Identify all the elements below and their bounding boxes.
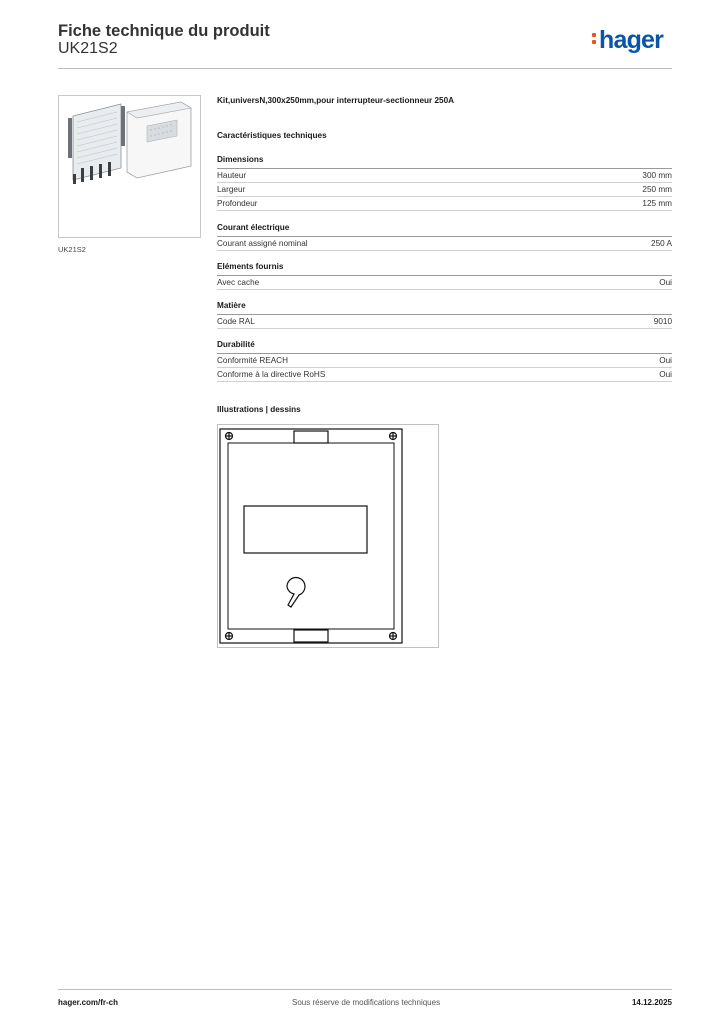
spec-row [217, 276, 672, 290]
spec-group-title: Dimensions [217, 155, 672, 169]
spec-value: Oui [659, 278, 672, 287]
product-description: Kit,universN,300x250mm,pour interrupteur-sectionneur 250A [217, 96, 455, 105]
spec-value: 125 mm [642, 199, 672, 208]
spec-row [217, 368, 672, 382]
spec-label: Largeur [217, 185, 246, 194]
illustrations-title: Illustrations | dessins [217, 405, 301, 414]
technical-drawing [217, 424, 439, 648]
spec-label: Conforme à la directive RoHS [217, 370, 326, 379]
product-image [58, 95, 201, 238]
product-photo-icon [59, 96, 200, 237]
product-code: UK21S2 [58, 40, 118, 57]
technical-drawing-icon [218, 425, 438, 647]
hager-logo[interactable] [592, 26, 663, 55]
spec-group-durability [217, 340, 672, 382]
product-image-caption: UK21S2 [58, 245, 86, 254]
spec-value: Oui [659, 356, 672, 365]
page-title: Fiche technique du produit [58, 22, 270, 40]
spec-group-title: Eléments fournis [217, 262, 672, 276]
spec-row [217, 197, 672, 211]
spec-value: 300 mm [642, 171, 672, 180]
spec-group-material [217, 301, 672, 329]
header-divider [58, 68, 672, 69]
spec-label: Avec cache [217, 278, 260, 287]
spec-group-title: Matière [217, 301, 672, 315]
spec-label: Courant assigné nominal [217, 239, 308, 248]
footer-divider [58, 989, 672, 990]
spec-group-dimensions [217, 155, 672, 211]
spec-label: Code RAL [217, 317, 255, 326]
specs-heading: Caractéristiques techniques [217, 131, 327, 140]
spec-row [217, 354, 672, 368]
spec-value: Oui [659, 370, 672, 379]
spec-value: 250 mm [642, 185, 672, 194]
footer-website-link[interactable]: hager.com/fr-ch [58, 998, 119, 1007]
spec-row [217, 315, 672, 329]
spec-row [217, 183, 672, 197]
spec-group-title: Durabilité [217, 340, 672, 354]
spec-row [217, 169, 672, 183]
spec-label: Profondeur [217, 199, 258, 208]
spec-group-supplied [217, 262, 672, 290]
logo-text: hager [599, 26, 664, 54]
spec-label: Conformité REACH [217, 356, 288, 365]
spec-row [217, 237, 672, 251]
spec-value: 9010 [653, 317, 672, 326]
spec-value: 250 A [651, 239, 672, 248]
logo-dots-icon [592, 30, 597, 47]
spec-label: Hauteur [217, 171, 247, 180]
footer-notice: Sous réserve de modifications techniques [292, 998, 441, 1007]
spec-group-electrical [217, 223, 672, 251]
footer-date: 14.12.2025 [631, 998, 672, 1007]
spec-group-title: Courant électrique [217, 223, 672, 237]
